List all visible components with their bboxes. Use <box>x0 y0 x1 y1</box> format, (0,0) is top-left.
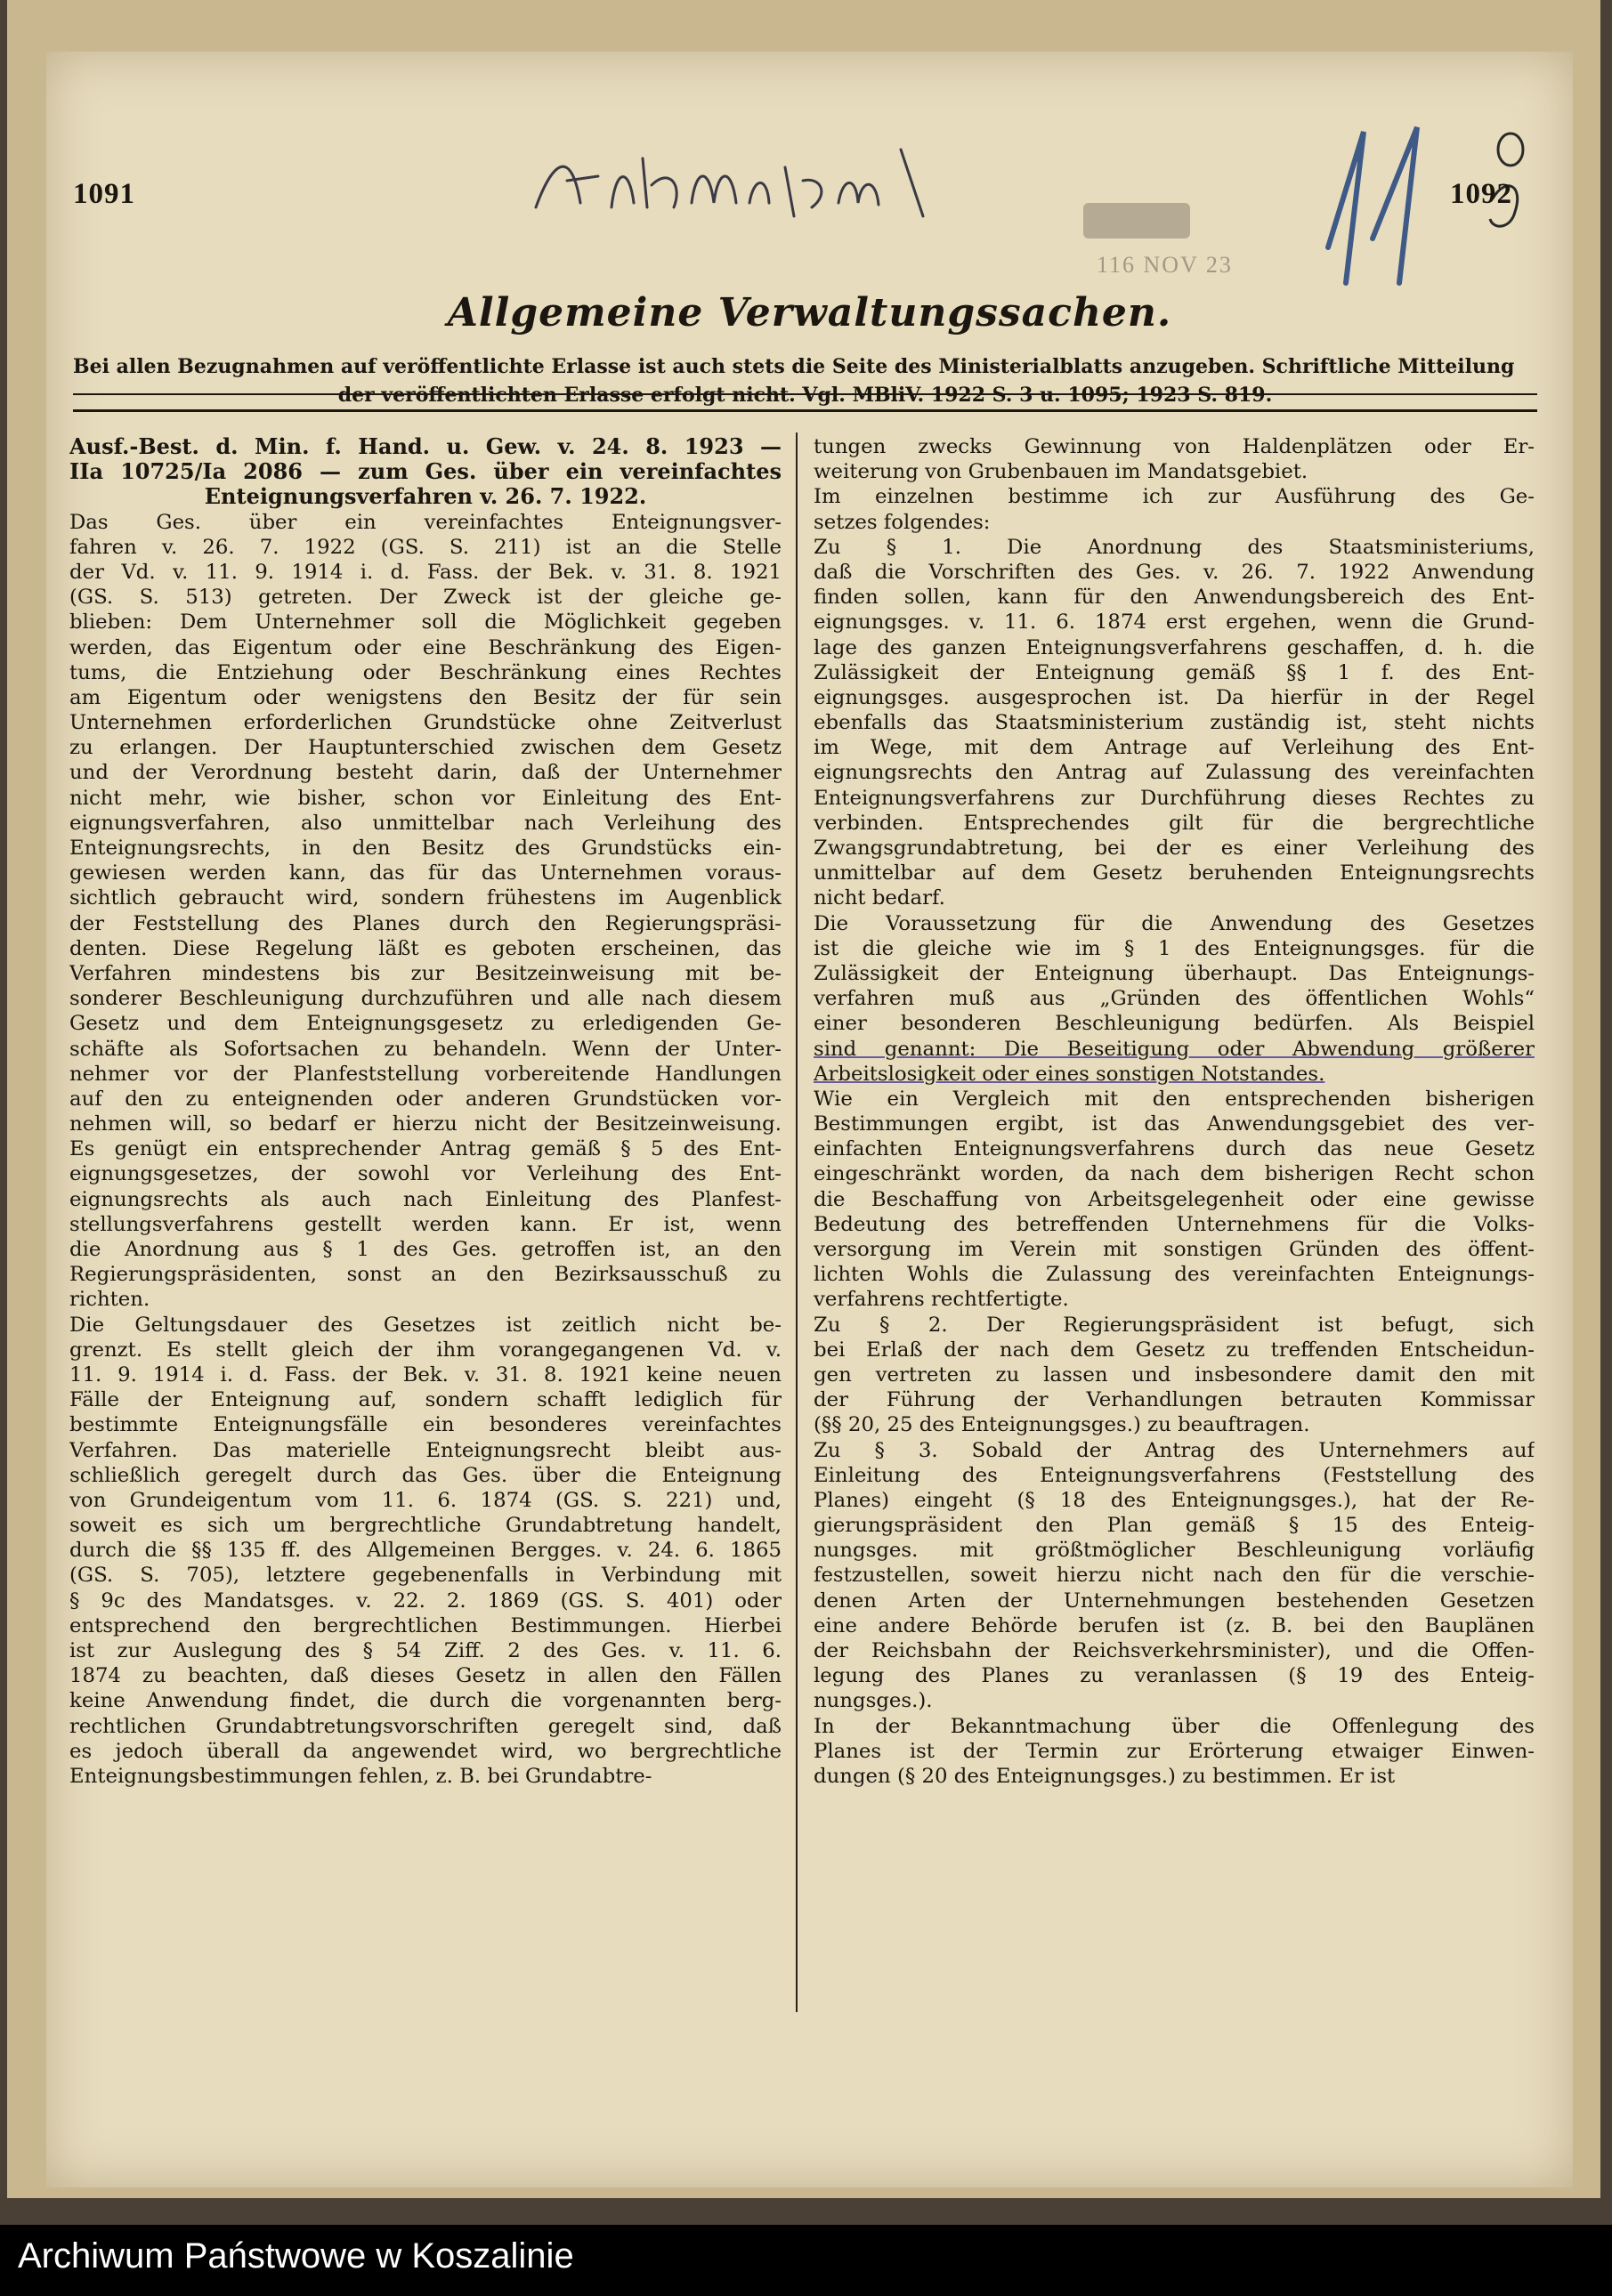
text-line: im Wege, mit dem Antrage auf Verleihung des Ent- <box>814 736 1535 760</box>
text-line: bestimmte Enteignungsfälle ein besonderes vereinfachtes <box>69 1413 782 1437</box>
notice-line-2: der veröffentlichten Erlasse erfolgt nicht. Vgl. MBliV. 1922 S. 3 u. 1095; 1923 S. 819. <box>337 384 1273 407</box>
text-line: durch die §§ 135 ff. des Allgemeinen Bergges. v. 24. 6. 1865 <box>69 1539 782 1563</box>
text-line: dungen (§ 20 des Enteignungsges.) zu bestimmen. Er ist <box>814 1764 1396 1788</box>
text-line: auf den zu enteignenden oder anderen Grundstücken vor- <box>69 1087 782 1111</box>
stamp-text: 116 NOV 23 <box>1097 252 1233 278</box>
text-line: stellungsverfahrens gestellt werden kann. Er ist, wenn <box>69 1212 782 1236</box>
page-number-left: 1091 <box>73 178 135 210</box>
text-line: sichtlich gebraucht wird, sondern frühestens im Augenblick <box>69 886 782 910</box>
text-line: und der Verordnung besteht darin, daß der Unternehmer <box>69 761 782 785</box>
text-line: Verfahren. Das materielle Enteignungsrecht bleibt aus- <box>69 1438 782 1462</box>
text-line: (GS. S. 705), letztere gegebenenfalls in Verbindung mit <box>69 1564 782 1588</box>
text-line: nungsges. mit größtmöglicher Beschleunigung vorläufig <box>814 1539 1535 1563</box>
receipt-stamp <box>1070 194 1275 292</box>
text-line: denten. Diese Regelung läßt es geboten erscheinen, das <box>69 936 782 960</box>
text-line: der Vd. v. 11. 9. 1914 i. d. Fass. der Bek. v. 31. 8. 1921 <box>69 560 782 584</box>
text-line: (GS. S. 513) getreten. Der Zweck ist der gleiche ge- <box>69 586 782 610</box>
archive-footer-text: Archiwum Państwowe w Koszalinie <box>18 2236 574 2276</box>
text-line: nehmen will, so bedarf er hierzu nicht der Besitzeinweisung. <box>69 1112 782 1136</box>
text-line: Gesetz und dem Enteignungsgesetz zu erledigenden Ge- <box>69 1012 782 1036</box>
text-line: Ausf.-Best. d. Min. f. Hand. u. Gew. v. 24. 8. 1923 — <box>69 434 782 459</box>
text-line: Fälle der Enteignung auf, sondern schafft lediglich für <box>69 1388 782 1412</box>
text-line: Unternehmen erforderlichen Grundstücke ohne Zeitverlust <box>69 711 782 735</box>
text-line: fahren v. 26. 7. 1922 (GS. S. 211) ist an die Stelle <box>69 535 782 559</box>
text-line: Die Voraussetzung für die Anwendung des Gesetzes <box>814 911 1535 935</box>
text-line: rechtlichen Grundabtretungsvorschriften geregelt sind, daß <box>69 1714 782 1738</box>
text-line: soweit es sich um bergrechtliche Grundabtretung handelt, <box>69 1514 782 1538</box>
text-line: blieben: Dem Unternehmer soll die Möglichkeit gegeben <box>69 610 782 635</box>
citation-notice <box>73 352 1537 412</box>
text-line: Das Ges. über ein vereinfachtes Enteignungsver- <box>69 510 782 534</box>
notice-divider <box>73 393 1537 395</box>
text-line: Wie ein Vergleich mit den entsprechenden bisherigen <box>814 1087 1535 1111</box>
text-line: der Feststellung des Planes durch den Regierungspräsi- <box>69 911 782 935</box>
text-line: nicht mehr, wie bisher, schon vor Einleitung des Ent- <box>69 786 782 810</box>
text-line: nehmer vor der Planfeststellung vorbereitende Handlungen <box>69 1062 782 1086</box>
text-line: 1874 zu beachten, daß dieses Gesetz in allen den Fällen <box>69 1664 782 1688</box>
text-line: nungsges.). <box>814 1689 933 1713</box>
text-line: IIa 10725/Ia 2086 — zum Ges. über ein vereinfachtes <box>69 458 782 485</box>
text-line: eignungsrechts den Antrag auf Zulassung des vereinfachten <box>814 761 1535 785</box>
text-line: Enteignungsrechts, in den Besitz des Grundstücks ein- <box>69 837 782 860</box>
text-line: ebenfalls das Staatsministerium zuständig ist, steht nichts <box>814 711 1535 735</box>
text-line: gierungspräsident den Plan gemäß § 15 des Enteig- <box>814 1514 1535 1538</box>
text-line: lichten Wohls die Zulassung des vereinfachten Enteignungs- <box>814 1263 1535 1287</box>
text-line: eingeschränkt worden, da nach dem bisherigen Recht schon <box>814 1162 1535 1186</box>
text-line: Zu § 3. Sobald der Antrag des Unternehmers auf <box>814 1438 1535 1462</box>
text-line: am Eigentum oder wenigstens den Besitz der für sein <box>69 685 782 709</box>
text-line: festzustellen, soweit hierzu nicht nach den für die verschie- <box>814 1564 1535 1588</box>
text-line: sonderer Beschleunigung durchzuführen und alle nach diesem <box>69 987 782 1011</box>
text-line: die Anordnung aus § 1 des Ges. getroffen ist, an den <box>69 1238 782 1261</box>
page-number-right: 1092 <box>1450 178 1512 210</box>
text-line: Bedeutung des betreffenden Unternehmens für die Volks- <box>814 1212 1535 1236</box>
text-line: eignungsges. ausgesprochen ist. Da hierfür in der Regel <box>814 685 1535 709</box>
text-line: grenzt. Es stellt gleich der ihm vorangegangenen Vd. v. <box>69 1338 782 1362</box>
text-line: sind genannt: Die Beseitigung oder Abwendung größerer <box>814 1037 1535 1061</box>
text-line: Zwangsgrundabtretung, bei der es einer Verleihung des <box>814 837 1535 860</box>
text-line: finden sollen, kann für den Anwendungsbereich des Ent- <box>814 586 1535 610</box>
text-line: weiterung von Grubenbauen im Mandatsgebiet. <box>814 460 1308 484</box>
text-line: werden, das Eigentum oder eine Beschränkung des Eigen- <box>69 635 782 659</box>
text-line: richten. <box>69 1288 150 1312</box>
text-line: schließlich geregelt durch das Ges. über die Enteignung <box>69 1463 782 1487</box>
text-line: ist zur Auslegung des § 54 Ziff. 2 des Ges. v. 11. 6. <box>69 1639 782 1662</box>
text-line: Verfahren mindestens bis zur Besitzeinweisung mit be- <box>69 961 782 985</box>
document-page <box>46 52 1573 2187</box>
text-line: Es genügt ein entsprechender Antrag gemäß § 5 des Ent- <box>69 1137 782 1161</box>
text-line: setzes folgendes: <box>814 510 991 534</box>
text-line: eignungsges. v. 11. 6. 1874 erst ergehen, wenn die Grund- <box>814 610 1535 635</box>
text-line: tungen zwecks Gewinnung von Haldenplätzen oder Er- <box>814 435 1535 458</box>
text-line: Regierungspräsidenten, sonst an den Bezirksausschuß zu <box>69 1263 782 1287</box>
text-line: Zulässigkeit der Enteignung überhaupt. Das Enteignungs- <box>814 961 1535 985</box>
text-line: bei Erlaß der nach dem Gesetz zu treffenden Entscheidun- <box>814 1338 1535 1362</box>
text-line: versorgung im Verein mit sonstigen Gründen des öffent- <box>814 1238 1535 1261</box>
text-line: von Grundeigentum vom 11. 6. 1874 (GS. S. 221) und, <box>69 1488 782 1512</box>
text-line: eine andere Behörde berufen ist (z. B. bei den Bauplänen <box>814 1613 1535 1637</box>
text-line: es jedoch überall da angewendet wird, wo bergrechtliche <box>69 1739 782 1763</box>
text-line: entsprechend den bergrechtlichen Bestimmungen. Hierbei <box>69 1613 782 1637</box>
text-line: einfachten Enteignungsverfahrens durch das neue Gesetz <box>814 1137 1535 1161</box>
text-line: eignungsgesetzes, der sowohl vor Verleihung des Ent- <box>69 1162 782 1186</box>
text-line: daß die Vorschriften des Ges. v. 26. 7. 1922 Anwendung <box>814 560 1535 584</box>
left-column <box>69 434 782 1789</box>
column-divider <box>796 433 798 2012</box>
text-line: gewiesen werden kann, das für das Unternehmen voraus- <box>69 861 782 885</box>
text-line: Einleitung des Enteignungsverfahrens (Feststellung des <box>814 1463 1535 1487</box>
text-line: keine Anwendung findet, die durch die vorgenannten berg- <box>69 1689 782 1713</box>
text-line: eignungsrechts als auch nach Einleitung des Planfest- <box>69 1187 782 1211</box>
text-line: der Führung der Verhandlungen betrauten Kommissar <box>814 1388 1535 1412</box>
text-line: legung des Planes zu veranlassen (§ 19 des Enteig- <box>814 1664 1535 1688</box>
text-line: verfahren muß aus „Gründen des öffentlichen Wohls“ <box>814 987 1535 1011</box>
text-line: Arbeitslosigkeit oder eines sonstigen Notstandes. <box>814 1062 1325 1086</box>
text-line: gen vertreten zu lassen und insbesondere damit den mit <box>814 1362 1535 1386</box>
text-line: denen Arten der Unternehmungen bestehenden Gesetzen <box>814 1589 1535 1613</box>
text-line: tums, die Entziehung oder Beschränkung eines Rechtes <box>69 660 782 684</box>
text-line: schäfte als Sofortsachen zu behandeln. Wenn der Unter- <box>69 1037 782 1061</box>
text-line: zu erlangen. Der Hauptunterschied zwischen dem Gesetz <box>69 736 782 760</box>
text-line: Enteignungsverfahrens zur Durchführung dieses Rechtes zu <box>814 786 1535 810</box>
text-line: Zu § 2. Der Regierungspräsident ist befugt, sich <box>814 1313 1535 1337</box>
text-line: Im einzelnen bestimme ich zur Ausführung des Ge- <box>814 485 1535 509</box>
handwritten-note-enteignung <box>527 132 945 230</box>
text-line: Planes) eingeht (§ 18 des Enteignungsges.), hat der Re- <box>814 1488 1535 1512</box>
text-line: In der Bekanntmachung über die Offenlegung des <box>814 1714 1535 1738</box>
text-line: verfahrens rechtfertigte. <box>814 1288 1069 1312</box>
section-heading: Allgemeine Verwaltungssachen. <box>447 290 1172 336</box>
notice-line-1: Bei allen Bezugnahmen auf veröffentlichte Erlasse ist auch stets die Seite des Ministerialblatts anzugeben. Schriftliche Mitteilung <box>73 355 1515 378</box>
text-line: Planes ist der Termin zur Erörterung etwaiger Einwen- <box>814 1739 1535 1763</box>
text-line: ist die gleiche wie im § 1 des Enteignungsges. für die <box>814 936 1535 960</box>
text-line: Zu § 1. Die Anordnung des Staatsministeriums, <box>814 535 1535 559</box>
text-line: Die Geltungsdauer des Gesetzes ist zeitlich nicht be- <box>69 1313 782 1337</box>
right-column <box>814 434 1535 1789</box>
text-line: Enteignungsbestimmungen fehlen, z. B. bei Grundabtre- <box>69 1764 652 1788</box>
text-line: eignungsverfahren, also unmittelbar nach Verleihung des <box>69 811 782 835</box>
text-line: nicht bedarf. <box>814 886 945 910</box>
text-line: (§§ 20, 25 des Enteignungsges.) zu beauftragen. <box>814 1413 1310 1437</box>
text-line: der Reichsbahn der Reichsverkehrsminister), und die Offen- <box>814 1639 1535 1662</box>
text-line: die Beschaffung von Arbeitsgelegenheit oder eine gewisse <box>814 1187 1535 1211</box>
text-line: 11. 9. 1914 i. d. Fass. der Bek. v. 31. 8. 1921 keine neuen <box>69 1362 782 1386</box>
text-line: Enteignungsverfahren v. 26. 7. 1922. <box>204 483 647 510</box>
text-line: Bestimmungen ergibt, ist das Anwendungsgebiet des ver- <box>814 1112 1535 1136</box>
text-line: verbinden. Entsprechendes gilt für die bergrechtliche <box>814 811 1535 835</box>
text-line: einer besonderen Beschleunigung bedürfen. Als Beispiel <box>814 1012 1535 1036</box>
text-line: Zulässigkeit der Enteignung gemäß §§ 1 f. des Ent- <box>814 660 1535 684</box>
text-line: unmittelbar auf dem Gesetz beruhenden Enteignungsrechts <box>814 861 1535 885</box>
text-line: lage des ganzen Enteignungsverfahrens geschaffen, d. h. die <box>814 635 1535 659</box>
text-line: § 9c des Mandatsges. v. 22. 2. 1869 (GS. S. 401) oder <box>69 1589 782 1613</box>
